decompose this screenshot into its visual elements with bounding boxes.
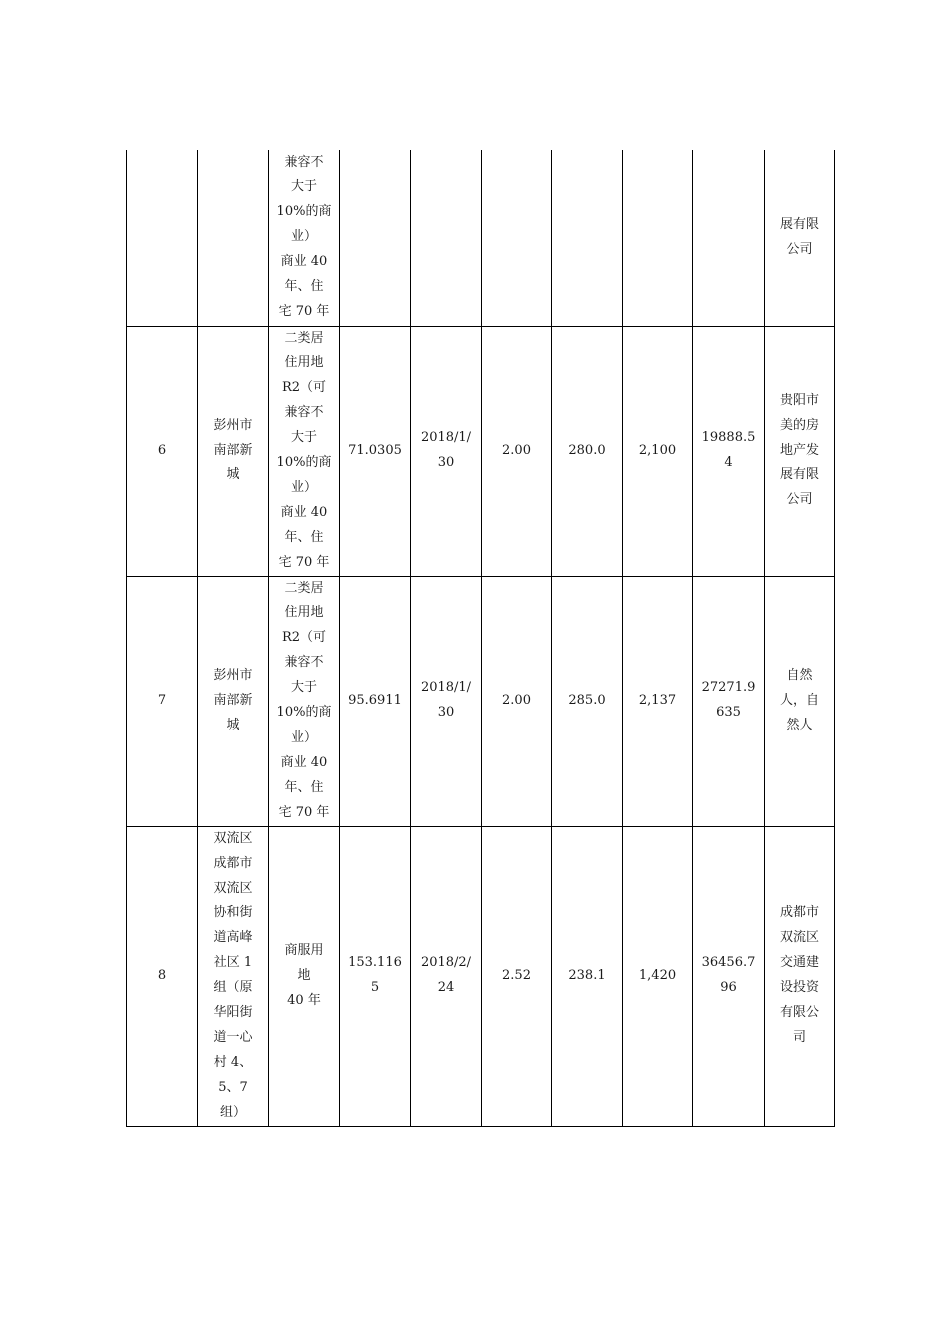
table-row (127, 576, 835, 826)
buyer-cell: 展有限 公司 (765, 150, 835, 326)
plot-ratio-cell: 2.00 (482, 326, 552, 576)
date-cell: 2018/1/ 30 (411, 326, 482, 576)
buyer-cell: 自然 人，自 然人 (765, 576, 835, 826)
unit-price-cell (623, 150, 693, 326)
row-index-cell: 6 (127, 326, 198, 576)
price-cell: 280.0 (552, 326, 623, 576)
unit-price-cell: 2,137 (623, 576, 693, 826)
area-cell (340, 150, 411, 326)
unit-price-cell: 2,100 (623, 326, 693, 576)
unit-price-cell: 1,420 (623, 826, 693, 1126)
price-cell: 285.0 (552, 576, 623, 826)
location-cell: 彭州市 南部新 城 (198, 576, 269, 826)
land-use-cell: 商服用 地 40 年 (269, 826, 340, 1126)
location-cell: 双流区 成都市 双流区 协和街 道高峰 社区 1 组（原 华阳街 道一心 村 4、 5、7 组） (198, 826, 269, 1126)
location-cell (198, 150, 269, 326)
buyer-cell: 贵阳市 美的房 地产发 展有限 公司 (765, 326, 835, 576)
table-row (127, 326, 835, 576)
total-cell: 27271.9 635 (693, 576, 765, 826)
row-index-cell: 8 (127, 826, 198, 1126)
land-transaction-table (126, 150, 835, 1127)
plot-ratio-cell: 2.52 (482, 826, 552, 1126)
plot-ratio-cell (482, 150, 552, 326)
location-cell: 彭州市 南部新 城 (198, 326, 269, 576)
table-row (127, 150, 835, 326)
area-cell: 95.6911 (340, 576, 411, 826)
area-cell: 153.116 5 (340, 826, 411, 1126)
date-cell (411, 150, 482, 326)
plot-ratio-cell: 2.00 (482, 576, 552, 826)
land-use-cell: 兼容不 大于 10%的商 业） 商业 40 年、住 宅 70 年 (269, 150, 340, 326)
date-cell: 2018/2/ 24 (411, 826, 482, 1126)
price-cell: 238.1 (552, 826, 623, 1126)
date-cell: 2018/1/ 30 (411, 576, 482, 826)
total-cell: 19888.5 4 (693, 326, 765, 576)
row-index-cell (127, 150, 198, 326)
total-cell: 36456.7 96 (693, 826, 765, 1126)
land-use-cell: 二类居 住用地 R2（可 兼容不 大于 10%的商 业） 商业 40 年、住 宅 70 年 (269, 326, 340, 576)
land-use-cell: 二类居 住用地 R2（可 兼容不 大于 10%的商 业） 商业 40 年、住 宅 70 年 (269, 576, 340, 826)
price-cell (552, 150, 623, 326)
row-index-cell: 7 (127, 576, 198, 826)
buyer-cell: 成都市 双流区 交通建 设投资 有限公 司 (765, 826, 835, 1126)
table-row (127, 826, 835, 1126)
area-cell: 71.0305 (340, 326, 411, 576)
total-cell (693, 150, 765, 326)
